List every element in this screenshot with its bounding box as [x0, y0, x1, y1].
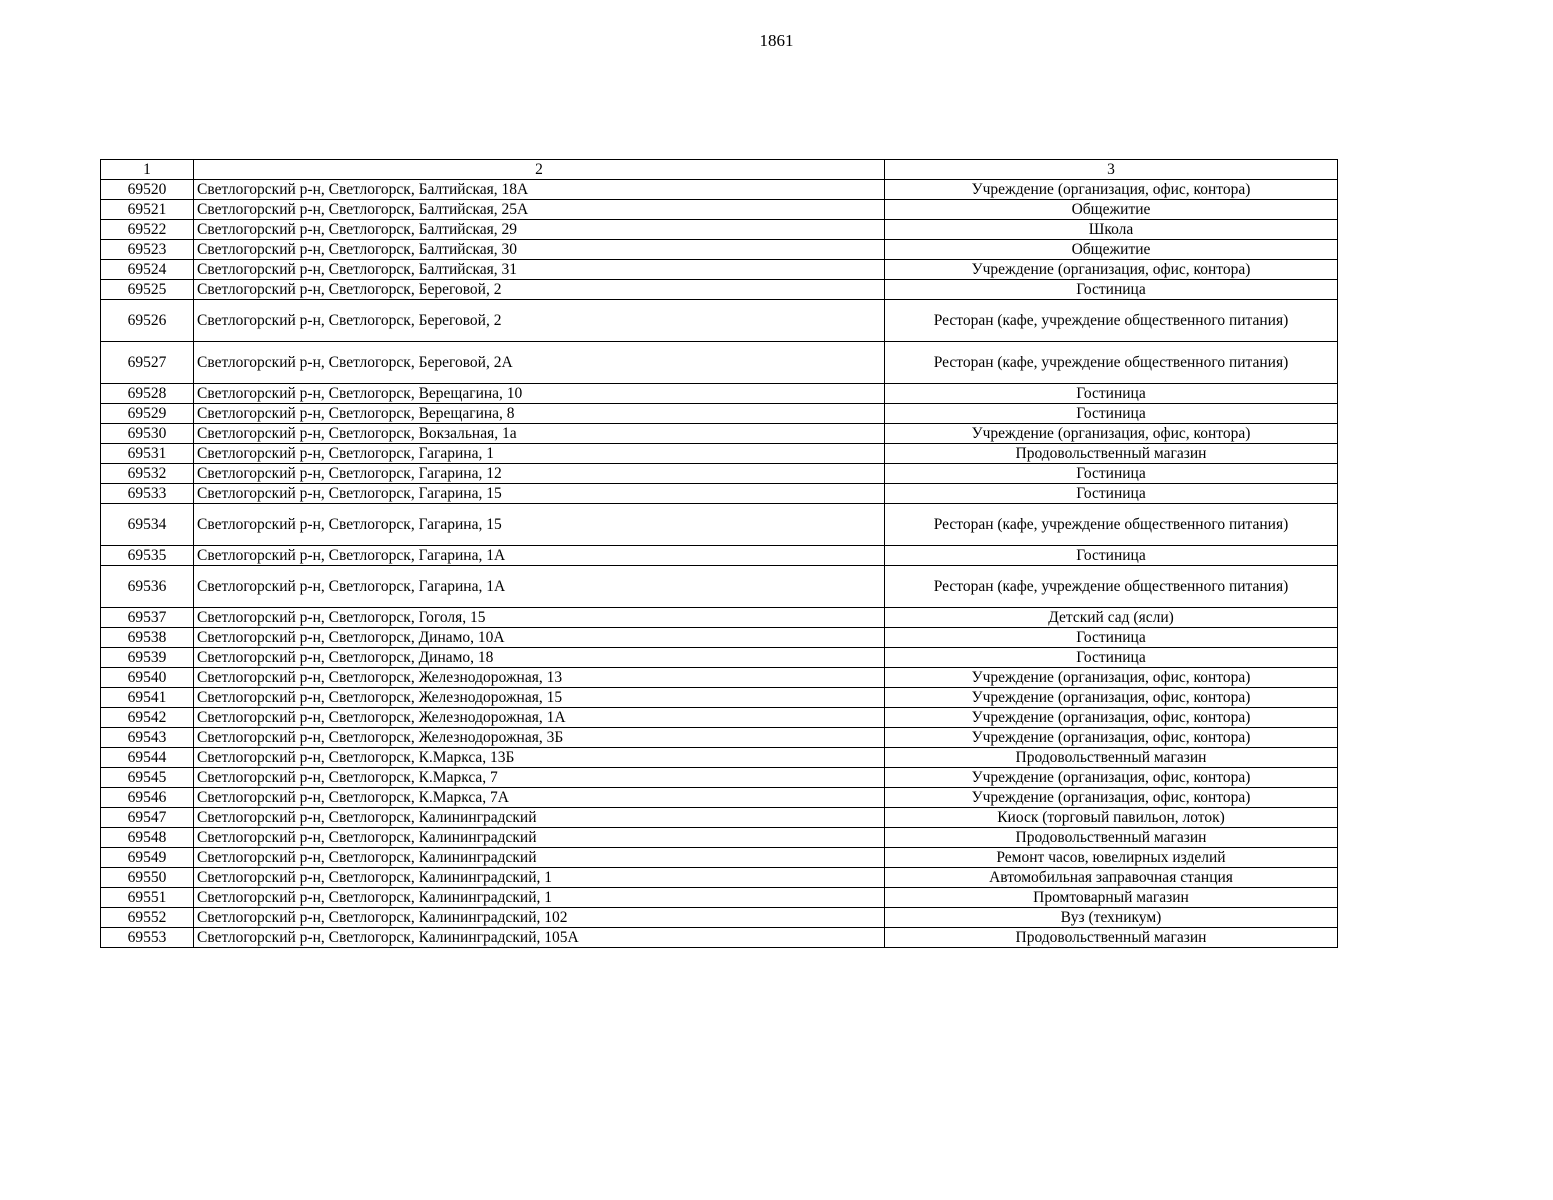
table-row — [101, 444, 1338, 464]
row-id-cell: 69529 — [101, 404, 194, 424]
row-id-cell: 69521 — [101, 200, 194, 220]
table-row — [101, 888, 1338, 908]
row-address-cell: Светлогорский р-н, Светлогорск, Гагарина, 1А — [194, 566, 885, 608]
table-body — [101, 160, 1338, 948]
table-row — [101, 484, 1338, 504]
table-row — [101, 728, 1338, 748]
row-address-cell: Светлогорский р-н, Светлогорск, Гагарина, 1 — [194, 444, 885, 464]
row-type-cell: Ремонт часов, ювелирных изделий — [885, 848, 1338, 868]
row-type-cell: Гостиница — [885, 484, 1338, 504]
table-row — [101, 566, 1338, 608]
table-row — [101, 504, 1338, 546]
row-address-cell: Светлогорский р-н, Светлогорск, Динамо, 10А — [194, 628, 885, 648]
row-type-cell: Учреждение (организация, офис, контора) — [885, 668, 1338, 688]
row-id-cell: 69520 — [101, 180, 194, 200]
row-id-cell: 69536 — [101, 566, 194, 608]
row-address-cell: Светлогорский р-н, Светлогорск, Вокзальная, 1а — [194, 424, 885, 444]
row-address-cell: Светлогорский р-н, Светлогорск, Динамо, 18 — [194, 648, 885, 668]
row-type-cell: Учреждение (организация, офис, контора) — [885, 708, 1338, 728]
row-type-cell: Продовольственный магазин — [885, 748, 1338, 768]
row-type-cell: Ресторан (кафе, учреждение общественного питания) — [885, 342, 1338, 384]
row-address-cell: Светлогорский р-н, Светлогорск, Балтийская, 18А — [194, 180, 885, 200]
row-type-cell: Ресторан (кафе, учреждение общественного питания) — [885, 566, 1338, 608]
column-header-2: 2 — [194, 160, 885, 180]
table-row — [101, 768, 1338, 788]
row-type-cell: Учреждение (организация, офис, контора) — [885, 260, 1338, 280]
row-address-cell: Светлогорский р-н, Светлогорск, Гагарина, 12 — [194, 464, 885, 484]
row-id-cell: 69522 — [101, 220, 194, 240]
row-address-cell: Светлогорский р-н, Светлогорск, Калининградский — [194, 808, 885, 828]
row-type-cell: Продовольственный магазин — [885, 444, 1338, 464]
row-id-cell: 69553 — [101, 928, 194, 948]
row-type-cell: Промтоварный магазин — [885, 888, 1338, 908]
row-address-cell: Светлогорский р-н, Светлогорск, Железнодорожная, 15 — [194, 688, 885, 708]
table-row — [101, 546, 1338, 566]
row-type-cell: Гостиница — [885, 648, 1338, 668]
page-number: 1861 — [759, 31, 794, 50]
row-type-cell: Ресторан (кафе, учреждение общественного питания) — [885, 504, 1338, 546]
row-address-cell: Светлогорский р-н, Светлогорск, Железнодорожная, 1А — [194, 708, 885, 728]
row-id-cell: 69544 — [101, 748, 194, 768]
table-row — [101, 808, 1338, 828]
row-type-cell: Гостиница — [885, 628, 1338, 648]
row-type-cell: Учреждение (организация, офис, контора) — [885, 768, 1338, 788]
row-type-cell: Гостиница — [885, 280, 1338, 300]
table-row — [101, 200, 1338, 220]
column-header-1: 1 — [101, 160, 194, 180]
row-type-cell: Гостиница — [885, 384, 1338, 404]
table-row — [101, 300, 1338, 342]
row-id-cell: 69540 — [101, 668, 194, 688]
row-address-cell: Светлогорский р-н, Светлогорск, Береговой, 2 — [194, 300, 885, 342]
row-id-cell: 69530 — [101, 424, 194, 444]
row-type-cell: Киоск (торговый павильон, лоток) — [885, 808, 1338, 828]
row-address-cell: Светлогорский р-н, Светлогорск, Железнодорожная, 3Б — [194, 728, 885, 748]
row-address-cell: Светлогорский р-н, Светлогорск, Калининградский, 102 — [194, 908, 885, 928]
row-address-cell: Светлогорский р-н, Светлогорск, Верещагина, 8 — [194, 404, 885, 424]
table-row — [101, 828, 1338, 848]
row-type-cell: Продовольственный магазин — [885, 928, 1338, 948]
table-row — [101, 668, 1338, 688]
row-type-cell: Учреждение (организация, офис, контора) — [885, 688, 1338, 708]
row-type-cell: Ресторан (кафе, учреждение общественного питания) — [885, 300, 1338, 342]
row-type-cell: Гостиница — [885, 546, 1338, 566]
row-id-cell: 69532 — [101, 464, 194, 484]
row-id-cell: 69545 — [101, 768, 194, 788]
row-type-cell: Продовольственный магазин — [885, 828, 1338, 848]
row-id-cell: 69539 — [101, 648, 194, 668]
row-address-cell: Светлогорский р-н, Светлогорск, Гагарина, 15 — [194, 484, 885, 504]
row-id-cell: 69523 — [101, 240, 194, 260]
row-type-cell: Учреждение (организация, офис, контора) — [885, 728, 1338, 748]
row-address-cell: Светлогорский р-н, Светлогорск, Железнодорожная, 13 — [194, 668, 885, 688]
table-row — [101, 748, 1338, 768]
row-address-cell: Светлогорский р-н, Светлогорск, Калининградский — [194, 828, 885, 848]
row-id-cell: 69526 — [101, 300, 194, 342]
table-header-row — [101, 160, 1338, 180]
row-address-cell: Светлогорский р-н, Светлогорск, Балтийская, 29 — [194, 220, 885, 240]
table-row — [101, 342, 1338, 384]
table-row — [101, 928, 1338, 948]
table-row — [101, 384, 1338, 404]
row-id-cell: 69548 — [101, 828, 194, 848]
table-row — [101, 868, 1338, 888]
row-id-cell: 69543 — [101, 728, 194, 748]
row-address-cell: Светлогорский р-н, Светлогорск, К.Маркса, 7 — [194, 768, 885, 788]
row-id-cell: 69541 — [101, 688, 194, 708]
row-address-cell: Светлогорский р-н, Светлогорск, Береговой, 2А — [194, 342, 885, 384]
table-row — [101, 424, 1338, 444]
row-address-cell: Светлогорский р-н, Светлогорск, Калининградский, 1 — [194, 888, 885, 908]
row-type-cell: Вуз (техникум) — [885, 908, 1338, 928]
table-row — [101, 260, 1338, 280]
row-address-cell: Светлогорский р-н, Светлогорск, К.Маркса, 13Б — [194, 748, 885, 768]
row-address-cell: Светлогорский р-н, Светлогорск, Береговой, 2 — [194, 280, 885, 300]
row-id-cell: 69550 — [101, 868, 194, 888]
row-id-cell: 69533 — [101, 484, 194, 504]
row-address-cell: Светлогорский р-н, Светлогорск, Балтийская, 30 — [194, 240, 885, 260]
row-id-cell: 69547 — [101, 808, 194, 828]
row-address-cell: Светлогорский р-н, Светлогорск, К.Маркса, 7А — [194, 788, 885, 808]
row-address-cell: Светлогорский р-н, Светлогорск, Гоголя, 15 — [194, 608, 885, 628]
row-address-cell: Светлогорский р-н, Светлогорск, Гагарина, 1А — [194, 546, 885, 566]
column-header-3: 3 — [885, 160, 1338, 180]
table-row — [101, 240, 1338, 260]
row-address-cell: Светлогорский р-н, Светлогорск, Калининградский, 1 — [194, 868, 885, 888]
row-id-cell: 69549 — [101, 848, 194, 868]
table-row — [101, 220, 1338, 240]
row-type-cell: Общежитие — [885, 200, 1338, 220]
row-id-cell: 69542 — [101, 708, 194, 728]
row-type-cell: Гостиница — [885, 404, 1338, 424]
table-row — [101, 848, 1338, 868]
row-address-cell: Светлогорский р-н, Светлогорск, Калининградский, 105А — [194, 928, 885, 948]
row-address-cell: Светлогорский р-н, Светлогорск, Балтийская, 25А — [194, 200, 885, 220]
row-type-cell: Учреждение (организация, офис, контора) — [885, 424, 1338, 444]
row-type-cell: Школа — [885, 220, 1338, 240]
table-row — [101, 280, 1338, 300]
table-row — [101, 708, 1338, 728]
row-address-cell: Светлогорский р-н, Светлогорск, Калининградский — [194, 848, 885, 868]
row-id-cell: 69551 — [101, 888, 194, 908]
row-address-cell: Светлогорский р-н, Светлогорск, Балтийская, 31 — [194, 260, 885, 280]
row-id-cell: 69534 — [101, 504, 194, 546]
row-id-cell: 69525 — [101, 280, 194, 300]
row-id-cell: 69552 — [101, 908, 194, 928]
table-row — [101, 908, 1338, 928]
registry-table — [100, 159, 1338, 948]
row-type-cell: Учреждение (организация, офис, контора) — [885, 788, 1338, 808]
row-id-cell: 69537 — [101, 608, 194, 628]
row-type-cell: Общежитие — [885, 240, 1338, 260]
row-address-cell: Светлогорский р-н, Светлогорск, Верещагина, 10 — [194, 384, 885, 404]
row-id-cell: 69531 — [101, 444, 194, 464]
row-id-cell: 69527 — [101, 342, 194, 384]
row-address-cell: Светлогорский р-н, Светлогорск, Гагарина, 15 — [194, 504, 885, 546]
row-id-cell: 69535 — [101, 546, 194, 566]
table-row — [101, 180, 1338, 200]
table-row — [101, 608, 1338, 628]
row-id-cell: 69538 — [101, 628, 194, 648]
table-row — [101, 648, 1338, 668]
table-row — [101, 464, 1338, 484]
row-type-cell: Детский сад (ясли) — [885, 608, 1338, 628]
table-row — [101, 688, 1338, 708]
row-id-cell: 69546 — [101, 788, 194, 808]
row-type-cell: Гостиница — [885, 464, 1338, 484]
table-row — [101, 788, 1338, 808]
table-row — [101, 404, 1338, 424]
row-id-cell: 69528 — [101, 384, 194, 404]
row-type-cell: Автомобильная заправочная станция — [885, 868, 1338, 888]
row-id-cell: 69524 — [101, 260, 194, 280]
table-row — [101, 628, 1338, 648]
row-type-cell: Учреждение (организация, офис, контора) — [885, 180, 1338, 200]
